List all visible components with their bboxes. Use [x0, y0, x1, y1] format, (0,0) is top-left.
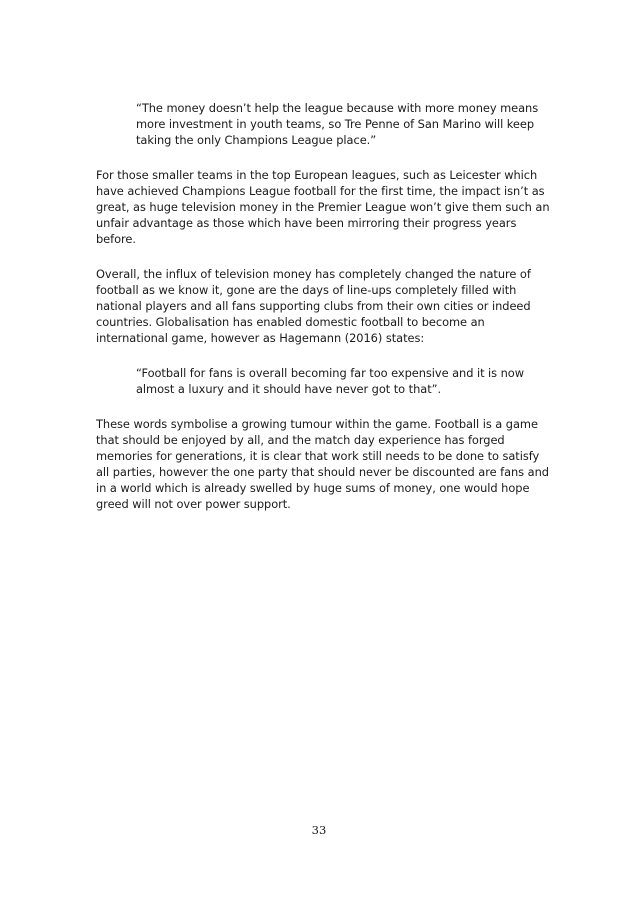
paragraph-line: international game, however as Hagemann (2016) states:	[96, 331, 425, 345]
paragraph-line: that should be enjoyed by all, and the match day experience has forged	[96, 433, 505, 447]
paragraph-line: countries. Globalisation has enabled domestic football to become an	[96, 315, 485, 329]
paragraph-line: These words symbolise a growing tumour within the game. Football is a game	[96, 417, 538, 431]
page-body	[96, 100, 566, 531]
paragraph-line: For those smaller teams in the top European leagues, such as Leicester which	[96, 168, 538, 182]
paragraph-line: unfair advantage as those which have been mirroring their progress years	[96, 216, 517, 230]
quote-line: almost a luxury and it should have never got to that”.	[136, 382, 442, 396]
paragraph-line: have achieved Champions League football for the first time, the impact isn’t as	[96, 184, 545, 198]
page-number: 33	[311, 823, 327, 837]
paragraph-line: memories for generations, it is clear that work still needs to be done to satisfy	[96, 449, 540, 463]
paragraph-3	[96, 416, 566, 512]
paragraph-line: great, as huge television money in the Premier League won’t give them such an	[96, 200, 550, 214]
paragraph-2	[96, 266, 566, 346]
paragraph-1	[96, 167, 566, 247]
paragraph-line: all parties, however the one party that should never be discounted are fans and	[96, 465, 549, 479]
quote-line: “Football for fans is overall becoming far too expensive and it is now	[136, 366, 524, 380]
paragraph-line: in a world which is already swelled by huge sums of money, one would hope	[96, 481, 530, 495]
quote-line: taking the only Champions League place.”	[136, 133, 377, 147]
quote-line: more investment in youth teams, so Tre Penne of San Marino will keep	[136, 117, 535, 131]
block-quote-1	[136, 100, 566, 148]
paragraph-line: football as we know it, gone are the days of line-ups completely filled with	[96, 283, 517, 297]
block-quote-2	[136, 365, 566, 397]
quote-line: “The money doesn’t help the league because with more money means	[136, 101, 539, 115]
paragraph-line: national players and all fans supporting clubs from their own cities or indeed	[96, 299, 531, 313]
paragraph-line: before.	[96, 232, 136, 246]
paragraph-line: greed will not over power support.	[96, 497, 291, 511]
paragraph-line: Overall, the influx of television money has completely changed the nature of	[96, 267, 531, 281]
